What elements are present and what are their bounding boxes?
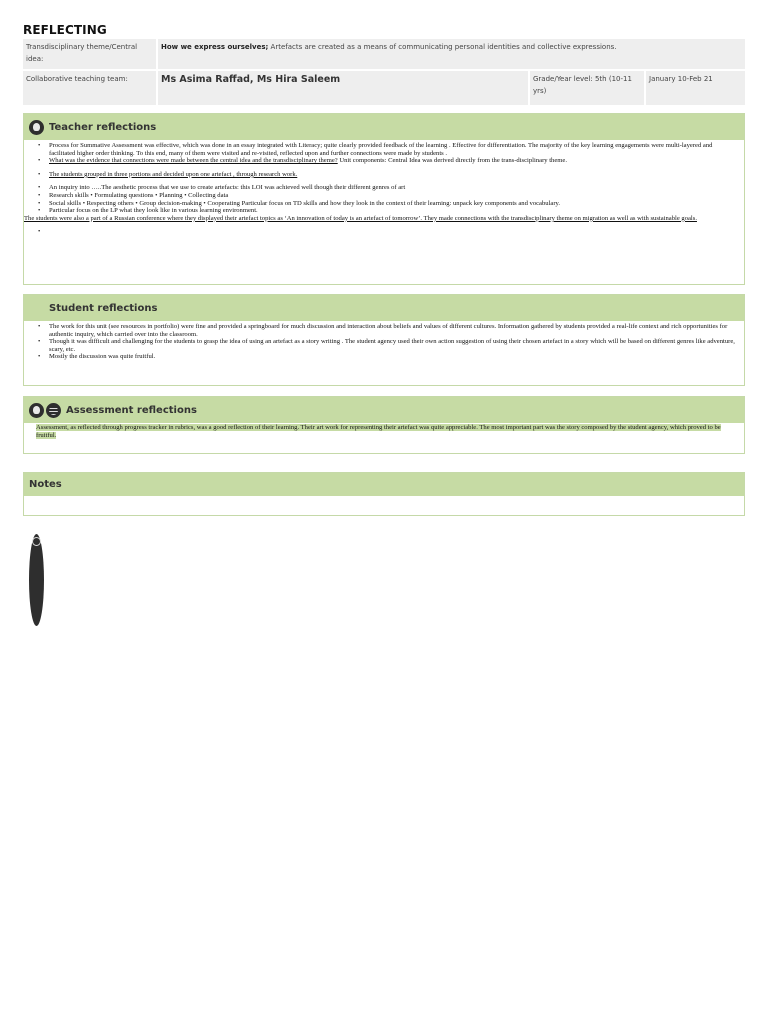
- assessment-reflections-body: [24, 423, 744, 439]
- notes-body[interactable]: [24, 496, 744, 498]
- student-b3: Mostly the discussion was quite fruitful.: [49, 353, 156, 361]
- teacher-b1: Process for Summative Assessment was effective, which was done in an essay integrated with Literacy; quite clearly provided feedback of the learning . Effective for differentiation. The majority of the key learning engagements were multi-layered and facilitated higher order thinking. To this end, many of them were visited and re-visited, reflected upon and further connections were made by students .: [49, 142, 713, 157]
- list-item: [36, 207, 736, 215]
- student-b2: Though it was difficult and challenging for the students to grasp the idea of using an artefact as a story writing . The student agency used their own action suggestion of using their chosen artefact in a story which will be based on different genres like adventure, scary, etc.: [49, 338, 735, 353]
- page-title: REFLECTING: [23, 23, 107, 37]
- list-item: [36, 157, 736, 165]
- student-reflections-panel: [23, 294, 745, 386]
- notes-title: Notes: [29, 479, 62, 490]
- assessment-reflections-panel: [23, 396, 745, 454]
- assessment-text: Assessment, as reflected through progress tracker in rubrics, was a good reflection of their learning. Their art work for representing their artefact was quite appreciable. The most important part was the story composed by the student agency, which proved to be fruitful.: [36, 424, 721, 439]
- globe-icon: [46, 403, 61, 418]
- list-item: [36, 192, 736, 200]
- reflecting-page: [23, 22, 745, 490]
- teacher-b5: Research skills • Formulating questions • Planning • Collecting data: [49, 191, 229, 199]
- list-item: [36, 323, 736, 338]
- student-reflections-body: [24, 321, 744, 361]
- teacher-p8: The students were also a part of a Russian conference where they displayed their artefact topics as ‘An innovation of today is an artefact of tomorrow’. They made connections with the transdisciplinary theme on migration as well as with sustainable goals.: [24, 214, 697, 222]
- list-item: [36, 171, 736, 179]
- list-item: [36, 184, 736, 192]
- list-item: [36, 142, 736, 157]
- theme-row: [23, 39, 745, 69]
- teacher-b2: What was the evidence that connections were made between the central idea and the transdisciplinary theme?: [49, 157, 338, 165]
- teacher-b7: Particular focus on the LP what they look like in various learning environment.: [49, 207, 258, 215]
- theme-bold: How we express ourselves;: [161, 43, 269, 51]
- team-row: [23, 71, 745, 105]
- teacher-reflections-body: [24, 140, 744, 236]
- grade-value: Grade/Year level: 5th (10-11 yrs): [530, 71, 644, 105]
- notes-panel: [23, 472, 745, 516]
- teacher-reflections-panel: [23, 113, 745, 285]
- student-reflections-title: Student reflections: [49, 302, 158, 314]
- assessment-reflections-title: Assessment reflections: [66, 404, 197, 416]
- teacher-reflections-title: Teacher reflections: [49, 121, 157, 133]
- student-icon: [29, 534, 44, 626]
- team-label: Collaborative teaching team:: [23, 71, 156, 105]
- notes-header: [24, 473, 744, 496]
- student-reflections-header: [24, 295, 744, 321]
- theme-label: Transdisciplinary theme/Central idea:: [23, 39, 156, 69]
- list-item-empty: [36, 228, 736, 236]
- list-item: [36, 338, 736, 353]
- theme-text: Artefacts are created as a means of communicating personal identities and collective expressions.: [268, 43, 617, 51]
- teacher-b4: An inquiry into …..The aesthetic process that we use to create artefacts: this LOI was achieved well though their different genres of art: [49, 184, 406, 192]
- teacher-reflections-header: [24, 114, 744, 140]
- team-value: Ms Asima Raffad, Ms Hira Saleem: [158, 71, 528, 105]
- assessment-reflections-header: [24, 397, 744, 423]
- teacher-head-icon: [29, 120, 44, 135]
- date-value: January 10-Feb 21: [646, 71, 745, 105]
- student-b1: The work for this unit (see resources in portfolio) were fine and provided a springboard for much discussion and interaction about beliefs and values of different cultures. Information gathered by students provided a real-life context and rich opportunities for authentic inquiry, which carried over into the classroom.: [49, 323, 728, 338]
- list-item: [36, 353, 736, 361]
- info-table: [23, 39, 745, 105]
- teacher-head-icon: [29, 403, 44, 418]
- teacher-b2-tail: Unit components: Central Idea was derived directly from the trans-disciplinary theme.: [337, 157, 567, 165]
- list-item: [36, 200, 736, 208]
- teacher-b6: Social skills • Respecting others • Group decision-making • Cooperating Particular focus on TD skills and how they look in the context of their learning: unpack key components and vocabulary.: [49, 199, 561, 207]
- theme-value: [158, 39, 745, 69]
- teacher-b3: The students grouped in three portions and decided upon one artefact , through research work.: [49, 170, 298, 178]
